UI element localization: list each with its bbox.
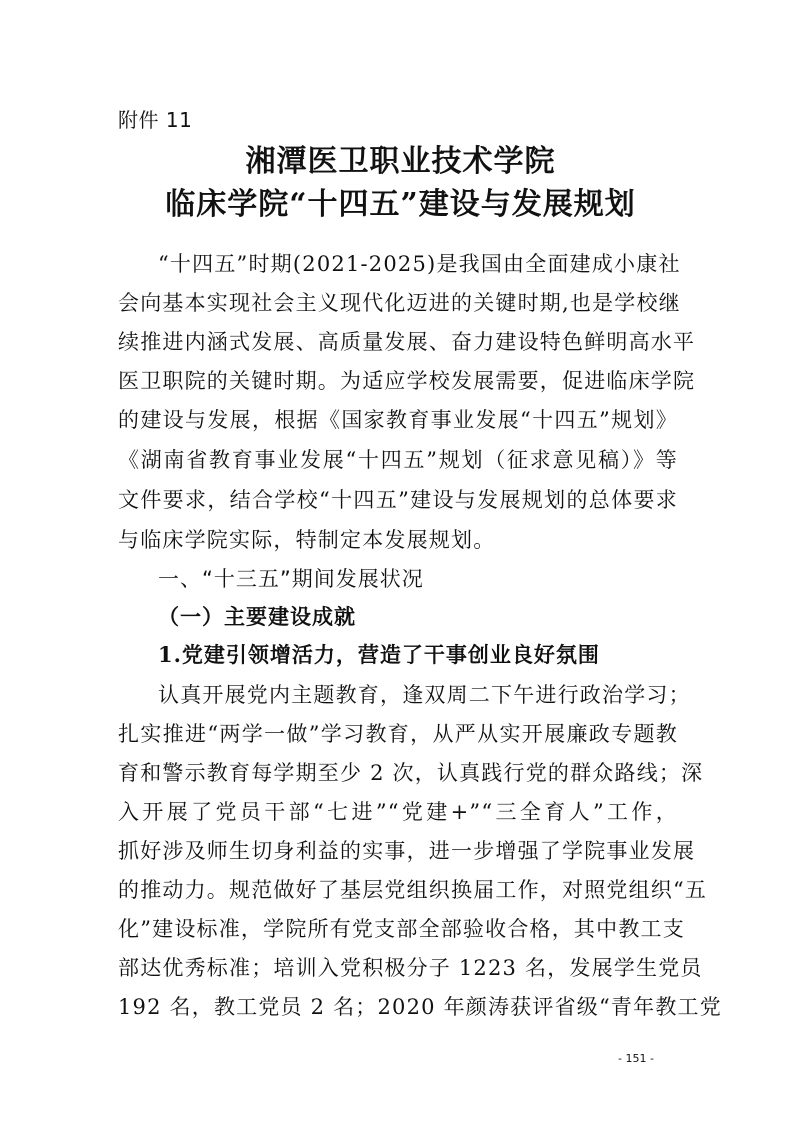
body-line: 认真开展党内主题教育，逢双周二下午进行政治学习； xyxy=(158,683,691,707)
item-heading: 1.党建引领增活力，营造了干事创业良好氛围 xyxy=(158,642,600,667)
body-line: 化”建设标准，学院所有党支部全部验收合格，其中教工支 xyxy=(118,917,685,941)
intro-line: 《湖南省教育事业发展“十四五”规划（征求意见稿）》等 xyxy=(118,448,678,472)
body-line: 扎实推进“两学一做”学习教育，从严从实开展廉政专题教 xyxy=(118,722,678,746)
intro-line: 会向基本实现社会主义现代化迈进的关键时期,也是学校继 xyxy=(118,291,681,315)
intro-line: 文件要求，结合学校“十四五”建设与发展规划的总体要求 xyxy=(118,488,678,512)
subsection-heading: （一）主要建设成就 xyxy=(158,604,356,629)
body-line: 部达优秀标准；培训入党积极分子 1223 名，发展学生党员 xyxy=(118,956,703,980)
section-heading: 一、“十三五”期间发展状况 xyxy=(158,567,424,591)
body-line: 192 名，教工党员 2 名；2020 年颜涛获评省级“青年教工党 xyxy=(118,995,722,1019)
page-number: - 151 - xyxy=(618,1052,654,1065)
intro-line: 与临床学院实际，特制定本发展规划。 xyxy=(118,528,496,552)
intro-line: 的建设与发展，根据《国家教育事业发展“十四五”规划》 xyxy=(118,408,678,432)
body-line: 的推动力。规范做好了基层党组织换届工作，对照党组织“五 xyxy=(118,878,708,902)
body-line: 入开展了党员干部“七进”“党建+”“三全育人”工作， xyxy=(118,800,678,824)
body-line: 育和警示教育每学期至少 2 次，认真践行党的群众路线；深 xyxy=(118,761,704,785)
attachment-label: 附件 11 xyxy=(118,108,193,132)
document-title-line-2: 临床学院“十四五”建设与发展规划 xyxy=(165,187,636,222)
intro-line: 医卫职院的关键时期。为适应学校发展需要，促进临床学院 xyxy=(118,369,696,393)
document-title-line-1: 湘潭医卫职业技术学院 xyxy=(245,144,556,179)
intro-line: “十四五”时期(2021-2025)是我国由全面建成小康社 xyxy=(158,252,681,276)
intro-line: 续推进内涵式发展、高质量发展、奋力建设特色鲜明高水平 xyxy=(118,330,696,354)
body-line: 抓好涉及师生切身利益的实事，进一步增强了学院事业发展 xyxy=(118,839,696,863)
